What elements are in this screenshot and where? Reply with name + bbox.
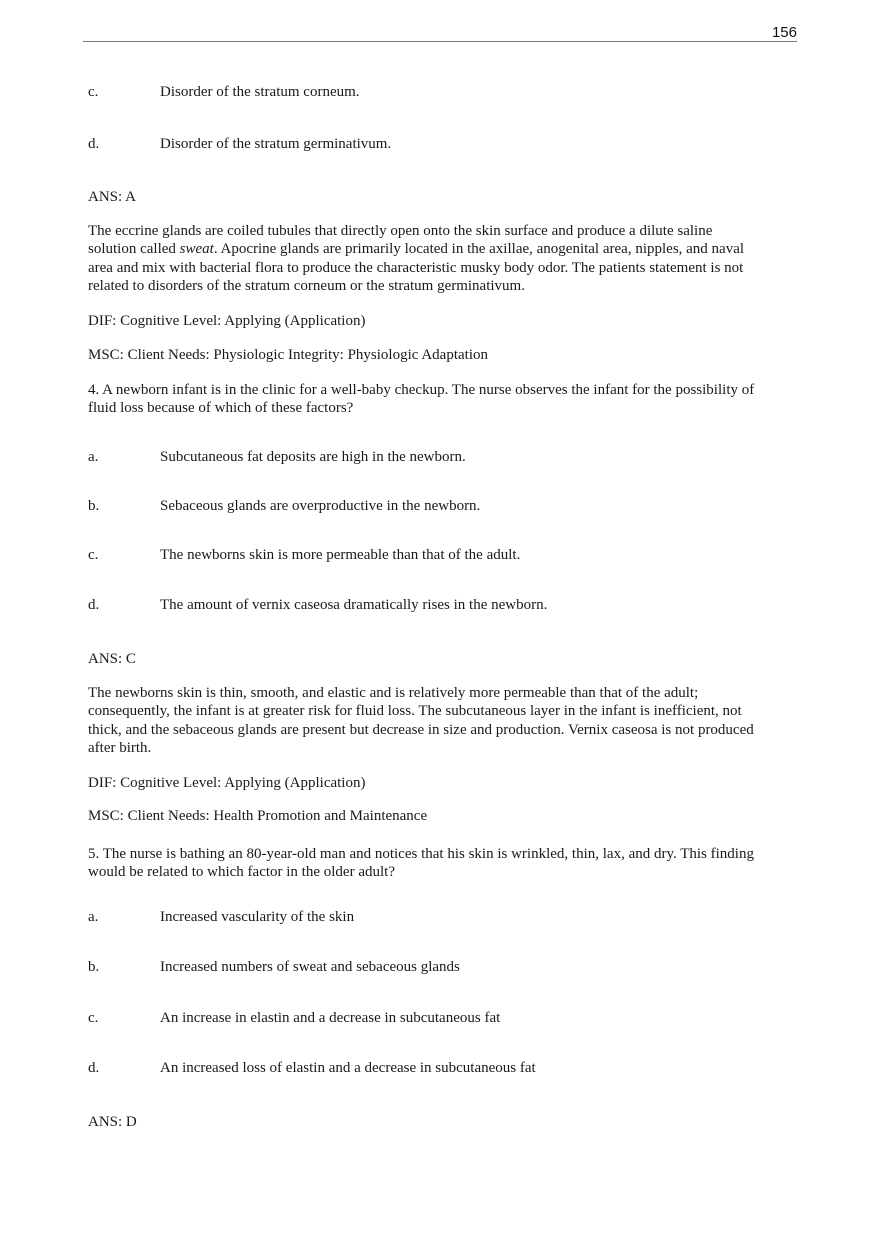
option-letter: d. — [88, 597, 100, 613]
option-text: Disorder of the stratum germinativum. — [160, 136, 392, 152]
option-text: The newborns skin is more permeable than that of the adult. — [160, 547, 521, 563]
stem-line: 5. The nurse is bathing an 80-year-old man and notices that his skin is wrinkled, thin, lax, and dry. This finding — [88, 846, 754, 862]
q3-option-c — [88, 84, 797, 101]
q4-option-b — [88, 498, 797, 515]
q3-answer: ANS: A — [88, 189, 136, 205]
option-letter: d. — [88, 136, 100, 152]
q3-rationale — [88, 222, 798, 295]
rationale-text: . Apocrine glands are primarily located in the axillae, anogenital area, nipples, and naval — [213, 241, 745, 258]
rationale-emphasis: sweat — [179, 241, 214, 258]
option-text: Increased vascularity of the skin — [160, 909, 355, 925]
rationale-text: solution called — [88, 241, 180, 258]
q5-option-d — [88, 1060, 797, 1077]
q5-option-c — [88, 1010, 797, 1027]
option-letter: a. — [88, 449, 99, 465]
q4-answer: ANS: C — [88, 651, 136, 667]
option-letter: c. — [88, 547, 99, 563]
q4-option-a — [88, 449, 797, 466]
q5-stem — [88, 845, 798, 882]
option-letter: b. — [88, 959, 100, 975]
stem-line: would be related to which factor in the older adult? — [88, 864, 395, 881]
option-text: An increase in elastin and a decrease in subcutaneous fat — [160, 1010, 501, 1026]
option-letter: a. — [88, 909, 99, 925]
rationale-line: consequently, the infant is at greater risk for fluid loss. The subcutaneous layer in the infant is inefficient, not — [88, 703, 742, 720]
option-text: Subcutaneous fat deposits are high in the newborn. — [160, 449, 466, 465]
option-text: The amount of vernix caseosa dramatically rises in the newborn. — [160, 597, 548, 613]
rationale-line: related to disorders of the stratum corneum or the stratum germinativum. — [88, 277, 525, 294]
rationale-line: thick, and the sebaceous glands are present but decrease in size and production. Vernix caseosa is not produced — [88, 721, 754, 738]
option-text: An increased loss of elastin and a decrease in subcutaneous fat — [160, 1060, 536, 1076]
page-number: 156 — [771, 24, 797, 41]
q4-msc: MSC: Client Needs: Health Promotion and Maintenance — [88, 808, 428, 824]
header-rule — [83, 41, 797, 42]
q5-option-b — [88, 959, 797, 976]
option-letter: c. — [88, 1010, 99, 1026]
q3-dif: DIF: Cognitive Level: Applying (Application) — [88, 313, 366, 329]
q3-option-d — [88, 136, 797, 153]
option-letter: d. — [88, 1060, 100, 1076]
q5-answer: ANS: D — [88, 1114, 137, 1130]
option-letter: b. — [88, 498, 100, 514]
rationale-line: The newborns skin is thin, smooth, and elastic and is relatively more permeable than that of the adult; — [88, 685, 699, 701]
rationale-line — [88, 240, 798, 258]
q3-msc: MSC: Client Needs: Physiologic Integrity: Physiologic Adaptation — [88, 347, 488, 363]
stem-line: 4. A newborn infant is in the clinic for a well-baby checkup. The nurse observes the infant for the possibility of — [88, 382, 755, 398]
q4-option-d — [88, 597, 797, 614]
stem-line: fluid loss because of which of these factors? — [88, 400, 354, 417]
option-text: Sebaceous glands are overproductive in the newborn. — [160, 498, 481, 514]
q4-dif: DIF: Cognitive Level: Applying (Application) — [88, 775, 366, 791]
q4-stem — [88, 381, 798, 418]
rationale-line: The eccrine glands are coiled tubules that directly open onto the skin surface and produce a dilute saline — [88, 223, 713, 239]
option-text: Increased numbers of sweat and sebaceous glands — [160, 959, 460, 975]
q4-rationale — [88, 684, 798, 757]
rationale-line: area and mix with bacterial flora to produce the characteristic musky body odor. The patients statement is not — [88, 259, 744, 276]
option-text: Disorder of the stratum corneum. — [160, 84, 360, 100]
option-letter: c. — [88, 84, 99, 100]
q5-option-a — [88, 909, 797, 926]
rationale-line: after birth. — [88, 739, 152, 756]
q4-option-c — [88, 547, 797, 564]
